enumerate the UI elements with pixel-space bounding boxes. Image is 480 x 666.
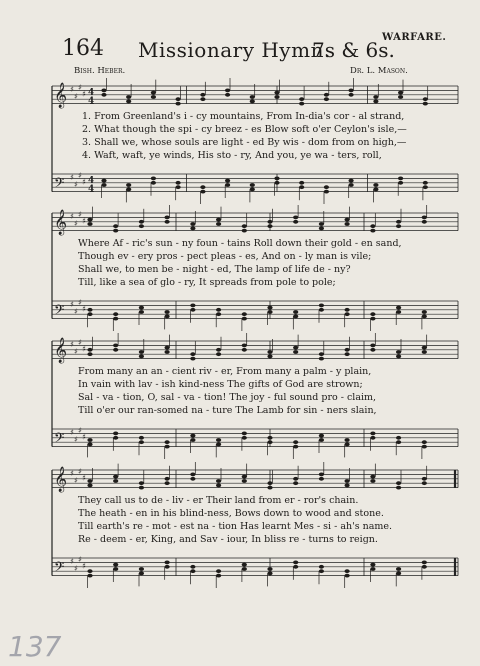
svg-text:♯: ♯ (74, 563, 78, 573)
svg-text:♯: ♯ (70, 557, 74, 567)
svg-text:♯: ♯ (78, 337, 82, 347)
svg-text:♯: ♯ (82, 473, 86, 483)
lyric-line: 1. From Greenland's i - cy mountains, From In-dia's cor - al strand, (82, 111, 405, 122)
lyric-line: Till, like a sea of glo - ry, It spreads from pole to pole; (78, 277, 336, 288)
lyric-line: The heath - en in his blind-ness, Bows down to wood and stone. (78, 508, 384, 519)
svg-text:♯: ♯ (78, 209, 82, 219)
svg-text:♯: ♯ (82, 216, 86, 226)
svg-text:♯: ♯ (78, 82, 82, 92)
svg-text:𝄞: 𝄞 (54, 466, 68, 492)
svg-text:♯: ♯ (74, 346, 78, 356)
svg-text:♯: ♯ (70, 212, 74, 222)
svg-text:𝄢: 𝄢 (54, 301, 65, 321)
svg-text:♯: ♯ (78, 425, 82, 435)
svg-text:♯: ♯ (78, 297, 82, 307)
composer-credit: Dr. L. Mason. (350, 66, 408, 76)
svg-text:♯: ♯ (70, 173, 74, 183)
lyric-line: From many an an - cient riv - er, From many a palm - y plain, (78, 366, 372, 377)
svg-text:♯: ♯ (82, 344, 86, 354)
lyric-line: Shall we, to men be - night - ed, The lamp of life de - ny? (78, 264, 351, 275)
lyric-line: In vain with lav - ish kind-ness The gifts of God are strown; (78, 379, 363, 390)
svg-text:4: 4 (88, 87, 95, 98)
tune-name: WARFARE. (382, 32, 447, 43)
svg-text:♯: ♯ (74, 179, 78, 189)
svg-text:♯: ♯ (70, 300, 74, 310)
svg-text:♯: ♯ (78, 170, 82, 180)
hymn-meter: 7s & 6s. (312, 38, 395, 62)
svg-text:♯: ♯ (82, 177, 86, 187)
svg-text:♯: ♯ (78, 466, 82, 476)
svg-text:♯: ♯ (70, 340, 74, 350)
svg-text:4: 4 (88, 184, 95, 195)
svg-text:♯: ♯ (82, 89, 86, 99)
svg-text:♯: ♯ (78, 554, 82, 564)
svg-text:𝄞: 𝄞 (54, 209, 68, 235)
handwritten-page-number: 137 (8, 630, 62, 663)
svg-text:4: 4 (88, 96, 95, 107)
lyric-line: Till o'er our ran-somed na - ture The Lamb for sin - ners slain, (78, 405, 377, 416)
lyric-line: They call us to de - liv - er Their land from er - ror's chain. (78, 495, 359, 506)
lyric-line: 2. What though the spi - cy breez - es Blow soft o'er Ceylon's isle,— (82, 124, 407, 135)
svg-text:♯: ♯ (74, 306, 78, 316)
svg-text:♯: ♯ (82, 304, 86, 314)
svg-text:𝄢: 𝄢 (54, 429, 65, 449)
svg-text:♯: ♯ (70, 428, 74, 438)
lyric-line: Till earth's re - mot - est na - tion Has learnt Mes - si - ah's name. (78, 521, 393, 532)
svg-text:4: 4 (88, 175, 95, 186)
svg-text:𝄞: 𝄞 (54, 337, 68, 363)
svg-text:♯: ♯ (74, 434, 78, 444)
lyric-line: Sal - va - tion, O, sal - va - tion! The joy - ful sound pro - claim, (78, 392, 377, 403)
svg-text:𝄢: 𝄢 (54, 174, 65, 194)
lyric-line: Where Af - ric's sun - ny foun - tains Roll down their gold - en sand, (78, 238, 402, 249)
lyric-line: 3. Shall we, whose souls are light - ed By wis - dom from on high,— (82, 137, 407, 148)
lyric-line: 4. Waft, waft, ye winds, His sto - ry, And you, ye wa - ters, roll, (82, 150, 382, 161)
author-credit: Bish. Heber. (74, 66, 126, 76)
lyric-line: Though ev - ery pros - pect pleas - es, And on - ly man is vile; (78, 251, 372, 262)
svg-text:♯: ♯ (70, 85, 74, 95)
hymn-title: Missionary Hymn. (138, 38, 331, 62)
lyric-line: Re - deem - er, King, and Sav - iour, In bliss re - turns to reign. (78, 534, 378, 545)
svg-text:♯: ♯ (70, 469, 74, 479)
svg-text:♯: ♯ (74, 475, 78, 485)
svg-text:𝄢: 𝄢 (54, 558, 65, 578)
svg-text:♯: ♯ (74, 218, 78, 228)
hymn-number: 164 (62, 36, 104, 61)
svg-text:♯: ♯ (82, 432, 86, 442)
svg-text:𝄞: 𝄞 (54, 82, 68, 108)
svg-text:♯: ♯ (82, 561, 86, 571)
svg-text:♯: ♯ (74, 91, 78, 101)
